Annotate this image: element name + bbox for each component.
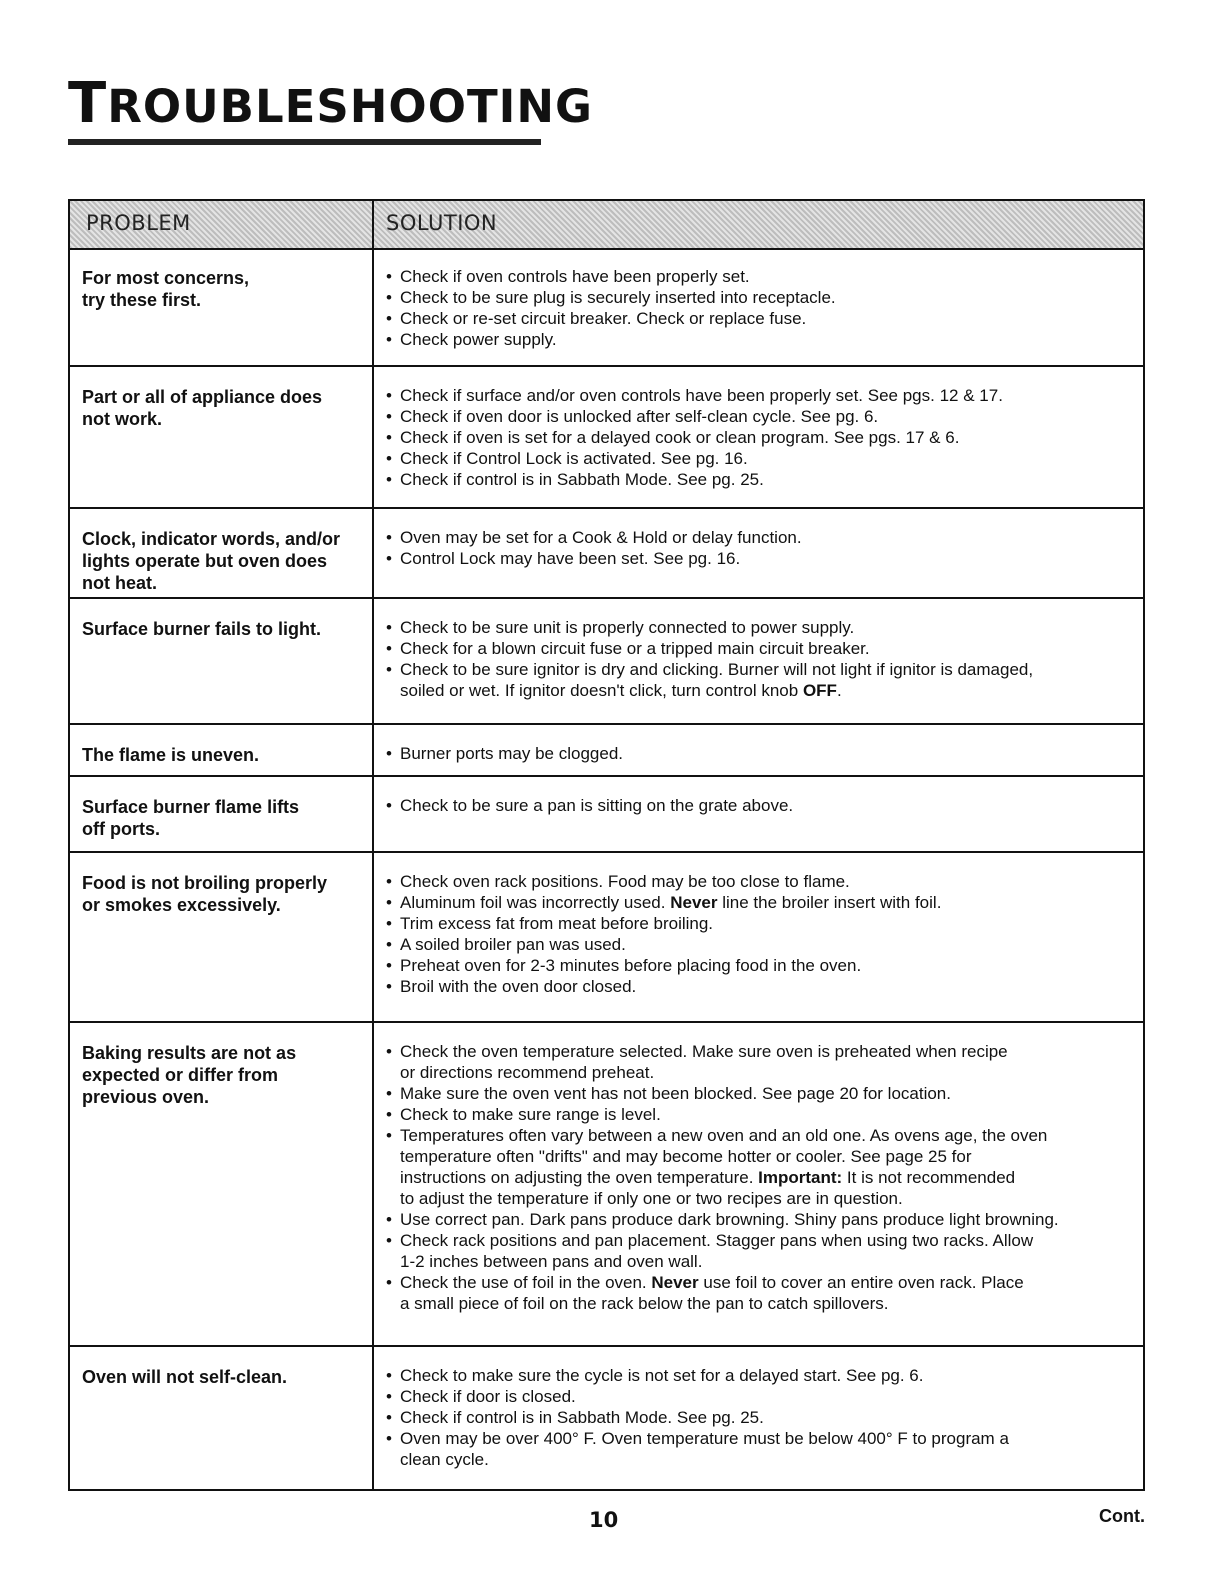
table-row <box>70 248 1143 367</box>
solution-item: • Check the use of foil in the oven. Never use foil to cover an entire oven rack. Place a small piece of foil on the rack below the pan to catch spillovers. <box>386 1272 1131 1314</box>
table-row <box>70 777 1143 853</box>
problem-text: Surface burner fails to light. <box>82 619 322 639</box>
solution-item: • Make sure the oven vent has not been blocked. See page 20 for location. <box>386 1083 1131 1104</box>
table-header <box>70 201 1143 250</box>
solution-item: • Check if control is in Sabbath Mode. See pg. 25. <box>386 469 1131 490</box>
problem-text: Food is not broiling properly or smokes excessively. <box>82 873 327 915</box>
page-number: 10 <box>589 1508 619 1532</box>
solution-list <box>386 266 1131 350</box>
solution-item: • Check if oven is set for a delayed cook or clean program. See pgs. 17 & 6. <box>386 427 1131 448</box>
problem-text: Surface burner flame lifts off ports. <box>82 797 300 839</box>
problem-text: Baking results are not as expected or differ from previous oven. <box>82 1043 297 1107</box>
header-problem: PROBLEM <box>86 211 191 235</box>
problem-text: Oven will not self-clean. <box>82 1367 288 1387</box>
table-row <box>70 1347 1143 1489</box>
solution-item: • Check to be sure unit is properly connected to power supply. <box>386 617 1131 638</box>
page-title <box>68 71 593 136</box>
table-row <box>70 509 1143 599</box>
title-initial: T <box>68 71 108 136</box>
solution-item: • Aluminum foil was incorrectly used. Never line the broiler insert with foil. <box>386 892 1131 913</box>
solution-list <box>386 527 1131 569</box>
solution-item: • Check if surface and/or oven controls have been properly set. See pgs. 12 & 17. <box>386 385 1131 406</box>
problem-text: The flame is uneven. <box>82 745 260 765</box>
solution-item: • Oven may be over 400° F. Oven temperature must be below 400° F to program a clean cycle. <box>386 1428 1131 1470</box>
solution-list <box>386 795 1131 816</box>
solution-item: • Temperatures often vary between a new oven and an old one. As ovens age, the oven temperature often "drifts" and may become hotter or cooler. See page 25 for instructions on adjusting the oven temperature. Important: It is not recommended to adjust the temperature if only one or two recipes are in question. <box>386 1125 1131 1209</box>
solution-item: • Use correct pan. Dark pans produce dark browning. Shiny pans produce light browning. <box>386 1209 1131 1230</box>
troubleshooting-table <box>68 199 1145 1491</box>
solution-list <box>386 385 1131 490</box>
solution-item: • Preheat oven for 2-3 minutes before placing food in the oven. <box>386 955 1131 976</box>
solution-item: • Oven may be set for a Cook & Hold or delay function. <box>386 527 1131 548</box>
solution-item: • Check to be sure plug is securely inserted into receptacle. <box>386 287 1131 308</box>
solution-item: • Check if oven controls have been properly set. <box>386 266 1131 287</box>
solution-list <box>386 743 1131 764</box>
solution-item: • Check rack positions and pan placement. Stagger pans when using two racks. Allow 1-2 inches between pans and oven wall. <box>386 1230 1131 1272</box>
solution-item: • Burner ports may be clogged. <box>386 743 1131 764</box>
solution-item: • Check if Control Lock is activated. See pg. 16. <box>386 448 1131 469</box>
solution-list <box>386 617 1131 701</box>
header-solution: SOLUTION <box>386 211 498 235</box>
solution-item: • Check to make sure range is level. <box>386 1104 1131 1125</box>
solution-item: • Trim excess fat from meat before broiling. <box>386 913 1131 934</box>
solution-item: • A soiled broiler pan was used. <box>386 934 1131 955</box>
solution-item: • Check power supply. <box>386 329 1131 350</box>
solution-item: • Check if door is closed. <box>386 1386 1131 1407</box>
solution-item: • Check for a blown circuit fuse or a tripped main circuit breaker. <box>386 638 1131 659</box>
solution-item: • Check if control is in Sabbath Mode. See pg. 25. <box>386 1407 1131 1428</box>
continued-label: Cont. <box>1099 1506 1145 1526</box>
solution-item: • Check to be sure a pan is sitting on the grate above. <box>386 795 1131 816</box>
solution-list <box>386 1041 1131 1314</box>
table-row <box>70 599 1143 725</box>
table-row <box>70 367 1143 509</box>
solution-item: • Control Lock may have been set. See pg. 16. <box>386 548 1131 569</box>
solution-list <box>386 871 1131 997</box>
title-rest: ROUBLESHOOTING <box>107 80 593 133</box>
solution-item: • Check to be sure ignitor is dry and clicking. Burner will not light if ignitor is damaged, soiled or wet. If ignitor doesn't click, turn control knob OFF. <box>386 659 1131 701</box>
solution-item: • Broil with the oven door closed. <box>386 976 1131 997</box>
solution-list <box>386 1365 1131 1470</box>
table-row <box>70 853 1143 1023</box>
solution-item: • Check if oven door is unlocked after self-clean cycle. See pg. 6. <box>386 406 1131 427</box>
solution-item: • Check the oven temperature selected. Make sure oven is preheated when recipe or directions recommend preheat. <box>386 1041 1131 1083</box>
table-row <box>70 1023 1143 1347</box>
problem-text: For most concerns, try these first. <box>82 268 250 310</box>
problem-text: Clock, indicator words, and/or lights operate but oven does not heat. <box>82 529 341 593</box>
problem-text: Part or all of appliance does not work. <box>82 387 323 429</box>
solution-item: • Check to make sure the cycle is not set for a delayed start. See pg. 6. <box>386 1365 1131 1386</box>
table-row <box>70 725 1143 777</box>
title-underline <box>68 139 541 145</box>
solution-item: • Check oven rack positions. Food may be too close to flame. <box>386 871 1131 892</box>
solution-item: • Check or re-set circuit breaker. Check or replace fuse. <box>386 308 1131 329</box>
